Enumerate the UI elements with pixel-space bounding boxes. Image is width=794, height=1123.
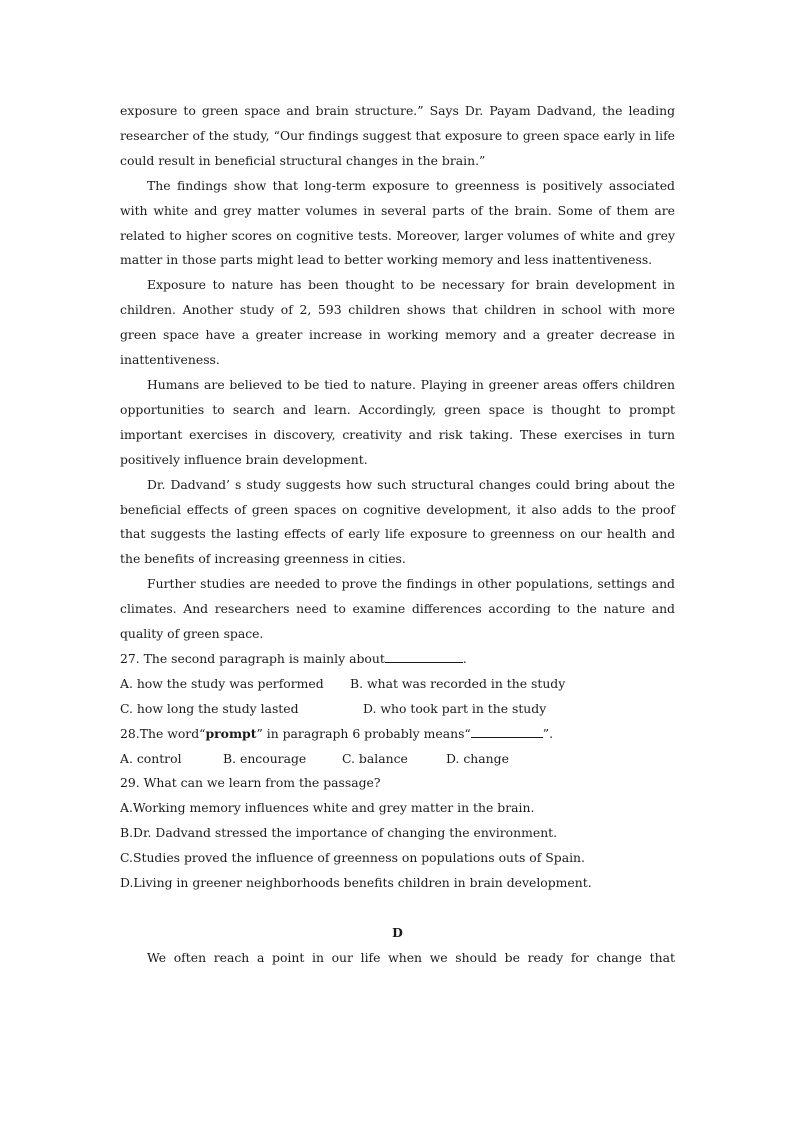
paragraph-5: Dr. Dadvand’ s study suggests how such structural changes could bring about the beneficial effects of green spaces on cognitive development, it also adds to the proof that suggests the lasting effects of early life exposure to greenness on our health and the benefits of increasing greenness in cities. (120, 476, 675, 567)
option-27-d[interactable]: D. who took part in the study (363, 700, 547, 716)
question-28-end: ”. (542, 725, 554, 741)
question-28-mid: ” in paragraph 6 probably means“ (256, 725, 471, 741)
option-28-a[interactable]: A. control (120, 750, 182, 766)
paragraph-4: Humans are believed to be tied to nature. Playing in greener areas offers children opportunities to search and learn. Accordingly, green space is thought to prompt important exercises in discovery, creativity and risk taking. These exercises in turn positively influence brain development. (120, 376, 675, 467)
option-28-d[interactable]: D. change (446, 750, 509, 766)
question-27-options-row-2 (120, 697, 675, 722)
section-d-first-line: We often reach a point in our life when we should be ready for change that (147, 949, 675, 965)
question-28-word: prompt (205, 725, 257, 741)
option-28-c[interactable]: C. balance (342, 750, 408, 766)
question-28-options (120, 747, 675, 772)
question-28 (120, 722, 675, 772)
answer-blank[interactable] (385, 650, 463, 663)
option-29-d[interactable]: D.Living in greener neighborhoods benefits children in brain development. (120, 875, 592, 891)
question-27-text: 27. The second paragraph is mainly about (120, 650, 385, 666)
question-28-pre: 28.The word“ (120, 725, 206, 741)
paragraph-2: The findings show that long-term exposure to greenness is positively associated with white and grey matter volumes in several parts of the brain. Some of them are related to higher scores on cognitive tests. Moreover, larger volumes of white and grey matter in those parts might lead to better working memory and less inattentiveness. (120, 177, 675, 268)
paragraph-1: exposure to green space and brain structure.” Says Dr. Payam Dadvand, the leading researcher of the study, “Our findings suggest that exposure to green space early in life could result in beneficial structural changes in the brain.” (120, 103, 675, 168)
section-d-title: D (392, 925, 403, 940)
option-27-a[interactable]: A. how the study was performed (120, 675, 324, 691)
question-28-stem (120, 722, 675, 747)
option-29-b[interactable]: B.Dr. Dadvand stressed the importance of changing the environment. (120, 825, 558, 841)
option-28-b[interactable]: B. encourage (223, 750, 307, 766)
answer-blank[interactable] (471, 725, 543, 738)
paragraph-6: Further studies are needed to prove the findings in other populations, settings and climates. And researchers need to examine differences according to the nature and quality of green space. (120, 576, 675, 642)
question-27-options-row-1 (120, 672, 675, 697)
question-27-stem (120, 647, 675, 672)
option-29-c[interactable]: C.Studies proved the influence of greenness on populations outs of Spain. (120, 850, 585, 866)
question-27 (120, 647, 675, 722)
option-27-c[interactable]: C. how long the study lasted (120, 700, 299, 716)
question-27-end: . (462, 650, 467, 666)
question-29 (120, 771, 675, 896)
option-29-a[interactable]: A.Working memory influences white and grey matter in the brain. (120, 800, 535, 816)
option-27-b[interactable]: B. what was recorded in the study (350, 675, 566, 691)
question-29-stem: 29. What can we learn from the passage? (120, 775, 381, 791)
paragraph-3: Exposure to nature has been thought to be necessary for brain development in children. Another study of 2, 593 children shows that children in school with more green space have a greater increase in working memory and a greater decrease in inattentiveness. (120, 277, 675, 368)
document-page (120, 99, 675, 971)
